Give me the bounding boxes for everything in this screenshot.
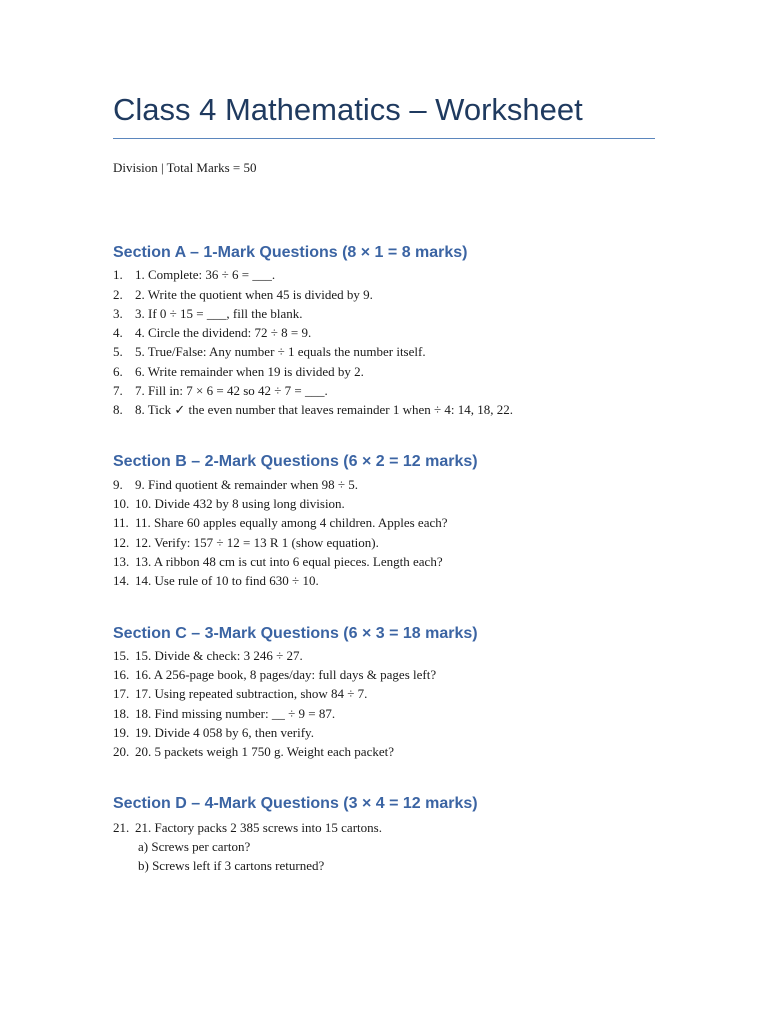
question-text: 7. Fill in: 7 × 6 = 42 so 42 ÷ 7 = ___. bbox=[135, 383, 328, 398]
question-item bbox=[113, 364, 364, 380]
question-item bbox=[113, 267, 275, 283]
question-text: 5. True/False: Any number ÷ 1 equals the number itself. bbox=[135, 344, 426, 359]
question-text: 2. Write the quotient when 45 is divided by 9. bbox=[135, 287, 373, 302]
question-number: 10. bbox=[113, 496, 130, 511]
question-text: 8. Tick ✓ the even number that leaves remainder 1 when ÷ 4: 14, 18, 22. bbox=[135, 402, 513, 417]
question-text: 18. Find missing number: __ ÷ 9 = 87. bbox=[135, 706, 336, 721]
question-item bbox=[113, 744, 394, 760]
question-item bbox=[113, 820, 382, 836]
question-text: 6. Write remainder when 19 is divided by 2. bbox=[135, 364, 364, 379]
question-text: 3. If 0 ÷ 15 = ___, fill the blank. bbox=[135, 306, 303, 321]
question-number: 9. bbox=[113, 477, 123, 492]
question-number: 21. bbox=[113, 820, 130, 835]
question-item bbox=[113, 686, 367, 702]
question-number: 4. bbox=[113, 325, 123, 340]
question-item bbox=[113, 287, 373, 303]
question-item bbox=[113, 573, 319, 589]
question-item bbox=[113, 477, 358, 493]
question-number: 8. bbox=[113, 402, 123, 417]
question-item bbox=[113, 344, 426, 360]
question-number: 1. bbox=[113, 267, 123, 282]
question-item bbox=[113, 535, 379, 551]
question-text: 16. A 256-page book, 8 pages/day: full days & pages left? bbox=[135, 667, 437, 682]
question-number: 20. bbox=[113, 744, 130, 759]
question-text: 15. Divide & check: 3 246 ÷ 27. bbox=[135, 648, 303, 663]
question-number: 17. bbox=[113, 686, 130, 701]
question-number: 16. bbox=[113, 667, 130, 682]
title-divider bbox=[113, 138, 655, 139]
question-item bbox=[113, 325, 311, 341]
section-b-heading: Section B – 2-Mark Questions (6 × 2 = 12 marks) bbox=[113, 453, 478, 470]
question-number: 6. bbox=[113, 364, 123, 379]
question-number: 19. bbox=[113, 725, 130, 740]
question-subpart: a) Screws per carton? bbox=[138, 839, 251, 854]
question-number: 2. bbox=[113, 287, 123, 302]
question-item bbox=[113, 706, 335, 722]
question-item bbox=[113, 402, 513, 418]
question-text: 1. Complete: 36 ÷ 6 = ___. bbox=[135, 267, 276, 282]
page-subtitle: Division | Total Marks = 50 bbox=[113, 160, 257, 175]
page-title: Class 4 Mathematics – Worksheet bbox=[113, 92, 583, 127]
question-number: 5. bbox=[113, 344, 123, 359]
question-text: 21. Factory packs 2 385 screws into 15 cartons. bbox=[135, 820, 382, 835]
question-number: 18. bbox=[113, 706, 130, 721]
question-number: 12. bbox=[113, 535, 130, 550]
section-a-heading: Section A – 1-Mark Questions (8 × 1 = 8 marks) bbox=[113, 244, 468, 261]
question-item bbox=[113, 554, 443, 570]
question-text: 4. Circle the dividend: 72 ÷ 8 = 9. bbox=[135, 325, 312, 340]
question-text: 9. Find quotient & remainder when 98 ÷ 5. bbox=[135, 477, 359, 492]
question-text: 19. Divide 4 058 by 6, then verify. bbox=[135, 725, 314, 740]
question-number: 3. bbox=[113, 306, 123, 321]
question-text: 17. Using repeated subtraction, show 84 ÷ 7. bbox=[135, 686, 368, 701]
question-number: 15. bbox=[113, 648, 130, 663]
question-number: 7. bbox=[113, 383, 123, 398]
question-item bbox=[113, 515, 448, 531]
question-text: 13. A ribbon 48 cm is cut into 6 equal pieces. Length each? bbox=[135, 554, 443, 569]
question-text: 11. Share 60 apples equally among 4 children. Apples each? bbox=[135, 515, 448, 530]
question-text: 12. Verify: 157 ÷ 12 = 13 R 1 (show equation). bbox=[135, 535, 379, 550]
question-text: 10. Divide 432 by 8 using long division. bbox=[135, 496, 345, 511]
question-number: 13. bbox=[113, 554, 130, 569]
question-item bbox=[113, 667, 436, 683]
question-item bbox=[113, 496, 345, 512]
question-item bbox=[113, 383, 328, 399]
question-item bbox=[113, 725, 314, 741]
section-c-heading: Section C – 3-Mark Questions (6 × 3 = 18 marks) bbox=[113, 625, 478, 642]
question-item bbox=[113, 306, 303, 322]
question-number: 14. bbox=[113, 573, 130, 588]
question-text: 20. 5 packets weigh 1 750 g. Weight each packet? bbox=[135, 744, 394, 759]
question-text: 14. Use rule of 10 to find 630 ÷ 10. bbox=[135, 573, 319, 588]
question-number: 11. bbox=[113, 515, 129, 530]
question-item bbox=[113, 648, 303, 664]
section-d-heading: Section D – 4-Mark Questions (3 × 4 = 12 marks) bbox=[113, 795, 478, 812]
question-subpart: b) Screws left if 3 cartons returned? bbox=[138, 858, 325, 873]
